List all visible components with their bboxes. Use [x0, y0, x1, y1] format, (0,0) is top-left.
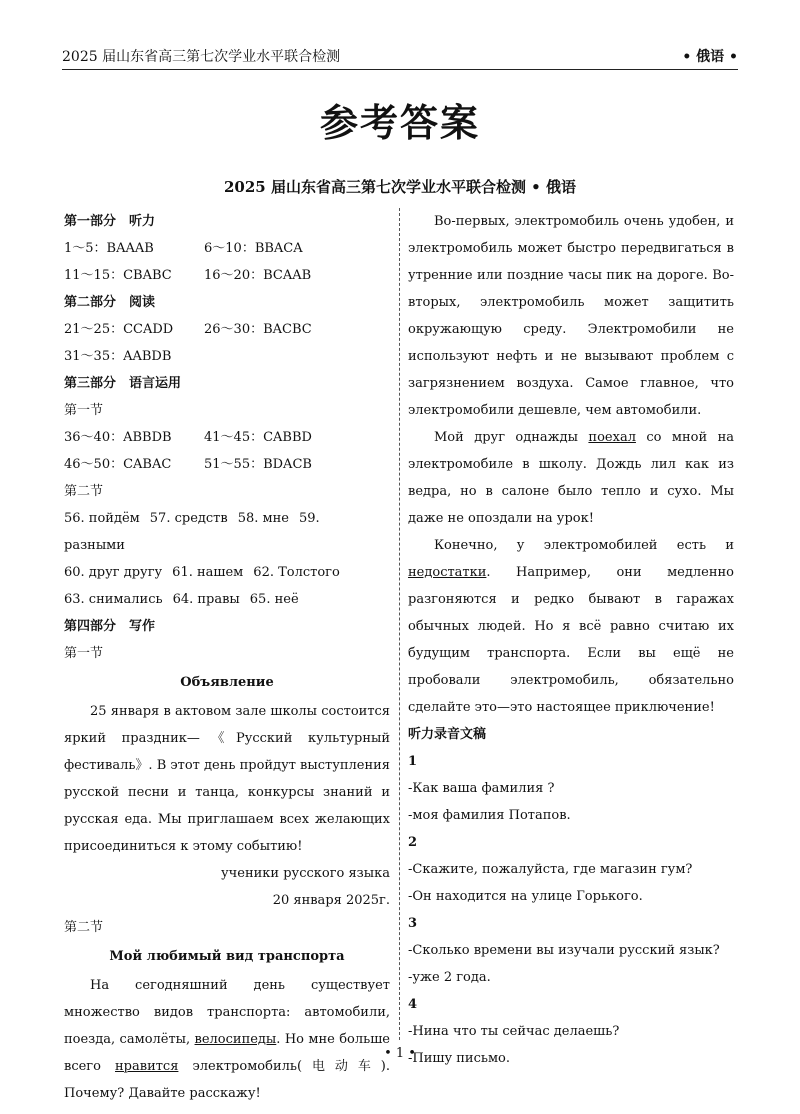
transcript-line: -уже 2 года. — [408, 970, 491, 985]
answer-group: 46～50：CABAC — [64, 457, 172, 472]
fill-answer: 60. друг другу — [64, 565, 163, 580]
section-label: 第一节 — [64, 646, 104, 661]
announcement-title: Объявление — [180, 675, 274, 690]
right-column — [408, 208, 734, 1072]
transcript-line: -Пишу письмо. — [408, 1051, 511, 1066]
part1-heading: 第一部分 听力 — [64, 214, 156, 229]
page-subtitle: 2025 届山东省高三第七次学业水平联合检测 • 俄语 — [223, 178, 576, 196]
answer-row — [64, 451, 390, 478]
essay-paragraph-4 — [408, 532, 734, 721]
text-span: . Но мне больше всего — [64, 1032, 390, 1074]
answer-group: 51～55：BDACB — [204, 457, 312, 472]
fill-answer: 58. мне — [237, 511, 289, 526]
page-header — [62, 44, 738, 70]
text-span: со мной на электромобиле в школу. Дождь лил как из ведра, но в салоне было тепло и сухо. Мы даже не опоздали на урок! — [408, 430, 735, 526]
transcript-line: -Как ваша фамилия ? — [408, 781, 555, 796]
fill-answer: 64. правы — [172, 592, 240, 607]
section-label: 第二节 — [64, 484, 104, 499]
part2-heading: 第二部分 阅读 — [64, 295, 156, 310]
transcript-number: 4 — [408, 997, 418, 1012]
transcript-line: -моя фамилия Потапов. — [408, 808, 571, 823]
underlined-word: поехал — [588, 430, 636, 445]
part4-heading: 第四部分 写作 — [64, 619, 156, 634]
fill-answer: 56. пойдём — [64, 511, 140, 526]
announcement-text: 25 января в актовом зале школы состоится яркий праздник—《Русский культурный фестиваль》. В этот день пройдут выступления русской песни и танца, конкурсы знаний и русская еда. Мы приглашаем всех желающих присоединиться к этому событию! — [64, 704, 390, 854]
essay-paragraph-2: Во-первых, электромобиль очень удобен, и электромобиль может быстро передвигаться в утренние или поздние часы пик на дороге. Во-вторых, электромобиль может защитить окружающую среду. Электромобили не используют нефть и не вызывают проблем с загрязнением воздуха. Самое главное, что электромобили дешевле, чем автомобили. — [408, 214, 734, 418]
section-label: 第二节 — [64, 920, 104, 935]
fill-answer: 57. средств — [149, 511, 228, 526]
answer-group: 41～45：CABBD — [204, 430, 312, 445]
essay-paragraph-3 — [408, 424, 734, 532]
answer-group: 11～15：CBABC — [64, 268, 172, 283]
underlined-word: нравится — [115, 1059, 179, 1074]
answer-group: 36～40：ABBDB — [64, 430, 172, 445]
transcript-heading: 听力录音文稿 — [408, 727, 487, 742]
announcement-signature: ученики русского языка — [221, 866, 390, 881]
essay-paragraph-1 — [64, 972, 390, 1107]
left-column — [64, 208, 390, 1107]
answer-row — [64, 235, 390, 262]
transcript-number: 1 — [408, 754, 418, 769]
text-span: На сегодняшний день существует множество видов транспорта: автомобили, поезда, самолёты, — [64, 978, 390, 1047]
answer-group: 31～35：AABDB — [64, 349, 172, 364]
part3-heading: 第三部分 语言运用 — [64, 376, 182, 391]
answer-row — [64, 343, 390, 370]
transcript-number: 2 — [408, 835, 418, 850]
fill-answers-line — [64, 505, 390, 559]
header-exam-title: 2025 届山东省高三第七次学业水平联合检测 — [62, 49, 341, 65]
answer-row — [64, 262, 390, 289]
text-span: Мой друг однажды — [434, 430, 589, 445]
page-number: • 1 • — [384, 1046, 416, 1061]
section-label: 第一节 — [64, 403, 104, 418]
fill-answers-line — [64, 586, 390, 613]
transcript-line: -Нина что ты сейчас делаешь? — [408, 1024, 620, 1039]
transcript-number: 3 — [408, 916, 418, 931]
transcript-line: -Скажите, пожалуйста, где магазин гум? — [408, 862, 693, 877]
answer-row — [64, 424, 390, 451]
answer-row — [64, 316, 390, 343]
text-span: Конечно, у электромобилей есть и — [434, 538, 734, 553]
fill-answer: 59. разными — [64, 511, 320, 553]
page-title: 参考答案 — [319, 101, 480, 145]
fill-answer: 62. Толстого — [253, 565, 340, 580]
fill-answer: 65. неё — [249, 592, 299, 607]
fill-answers-line — [64, 559, 390, 586]
column-divider — [399, 208, 400, 1040]
text-span: электромобиль(电动车). Почему? Давайте расскажу! — [64, 1059, 390, 1101]
fill-answer: 61. нашем — [172, 565, 244, 580]
transcript-line: -Сколько времени вы изучали русский язык? — [408, 943, 720, 958]
underlined-word: велосипеды — [194, 1032, 277, 1047]
announcement-date: 20 января 2025г. — [272, 893, 390, 908]
underlined-word: недостатки — [408, 565, 487, 580]
answer-group: 1～5：BAAAB — [64, 241, 154, 256]
fill-answer: 63. снимались — [64, 592, 163, 607]
answer-group: 26～30：BACBC — [204, 322, 312, 337]
text-span: . Например, они медленно разгоняются и редко бывают в гаражах обычных людей. Но я всё равно считаю их будущим транспорта. Если вы ещё не пробовали электромобиль, обязательно сделайте это—это настоящее приключение! — [408, 565, 734, 715]
transcript-line: -Он находится на улице Горького. — [408, 889, 643, 904]
answer-group: 21～25：CCADD — [64, 322, 174, 337]
essay-title: Мой любимый вид транспорта — [109, 949, 345, 964]
answer-group: 16～20：BCAAB — [204, 268, 312, 283]
header-subject: • 俄语 • — [682, 49, 738, 65]
answer-group: 6～10：BBACA — [204, 241, 303, 256]
